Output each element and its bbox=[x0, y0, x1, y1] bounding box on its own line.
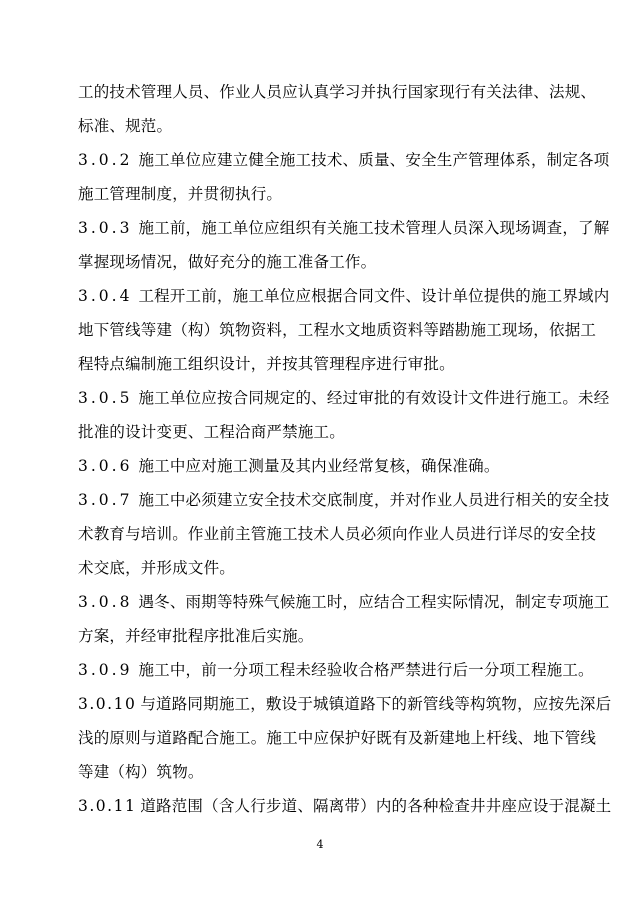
clause-number: 3.0.7 bbox=[78, 491, 133, 509]
body-line: 方案，并经审批程序批准后实施。 bbox=[78, 627, 314, 645]
clause-number: 3.0.6 bbox=[78, 457, 133, 475]
clause-number: 3.0.9 bbox=[78, 661, 133, 679]
clause-number: 3.0.2 bbox=[78, 151, 133, 169]
clause-3-0-5 bbox=[78, 388, 609, 408]
clause-text: 施工单位应建立健全施工技术、质量、安全生产管理体系，制定各项 bbox=[138, 151, 610, 169]
clause-number: 3.0.3 bbox=[78, 219, 133, 237]
clause-text: 遇冬、雨期等特殊气候施工时，应结合工程实际情况，制定专项施工 bbox=[138, 593, 610, 611]
clause-3-0-6 bbox=[78, 456, 500, 476]
clause-number: 3.0.10 bbox=[78, 695, 137, 713]
body-line: 标准、规范。 bbox=[78, 117, 173, 135]
body-line: 术教育与培训。作业前主管施工技术人员必须向作业人员进行详尽的安全技 bbox=[78, 525, 597, 543]
clause-number: 3.0.8 bbox=[78, 593, 133, 611]
clause-3-0-10 bbox=[78, 694, 611, 714]
body-line: 批准的设计变更、工程洽商严禁施工。 bbox=[78, 423, 345, 441]
clause-number: 3.0.11 bbox=[78, 797, 137, 815]
clause-3-0-8 bbox=[78, 592, 609, 612]
clause-text: 与道路同期施工，敷设于城镇道路下的新管线等构筑物，应按先深后 bbox=[140, 695, 612, 713]
body-line: 施工管理制度，并贯彻执行。 bbox=[78, 185, 283, 203]
body-line: 等建（构）筑物。 bbox=[78, 763, 204, 781]
clause-3-0-9 bbox=[78, 660, 594, 680]
body-line: 地下管线等建（构）筑物资料，工程水文地质资料等踏勘施工现场，依据工 bbox=[78, 321, 597, 339]
body-line: 浅的原则与道路配合施工。施工中应保护好既有及新建地上杆线、地下管线 bbox=[78, 729, 597, 747]
body-line: 程特点编制施工组织设计，并按其管理程序进行审批。 bbox=[78, 355, 455, 373]
page-number: 4 bbox=[316, 838, 324, 851]
clause-number: 3.0.4 bbox=[78, 287, 133, 305]
clause-3-0-4 bbox=[78, 286, 609, 306]
clause-3-0-3 bbox=[78, 218, 609, 238]
clause-text: 施工中，前一分项工程未经验收合格严禁进行后一分项工程施工。 bbox=[138, 661, 594, 679]
clause-3-0-2 bbox=[78, 150, 609, 170]
clause-number: 3.0.5 bbox=[78, 389, 133, 407]
body-line: 术交底，并形成文件。 bbox=[78, 559, 236, 577]
body-line: 工的技术管理人员、作业人员应认真学习并执行国家现行有关法律、法规、 bbox=[78, 83, 597, 101]
clause-3-0-11 bbox=[78, 796, 611, 816]
clause-text: 工程开工前，施工单位应根据合同文件、设计单位提供的施工界域内 bbox=[138, 287, 610, 305]
body-line: 掌握现场情况，做好充分的施工准备工作。 bbox=[78, 253, 377, 271]
clause-text: 施工单位应按合同规定的、经过审批的有效设计文件进行施工。未经 bbox=[138, 389, 610, 407]
clause-text: 施工中必须建立安全技术交底制度，并对作业人员进行相关的安全技 bbox=[138, 491, 610, 509]
clause-text: 施工前，施工单位应组织有关施工技术管理人员深入现场调查，了解 bbox=[138, 219, 610, 237]
clause-text: 施工中应对施工测量及其内业经常复核，确保准确。 bbox=[138, 457, 500, 475]
clause-text: 道路范围（含人行步道、隔离带）内的各种检查井井座应设于混凝土 bbox=[140, 797, 612, 815]
clause-3-0-7 bbox=[78, 490, 609, 510]
